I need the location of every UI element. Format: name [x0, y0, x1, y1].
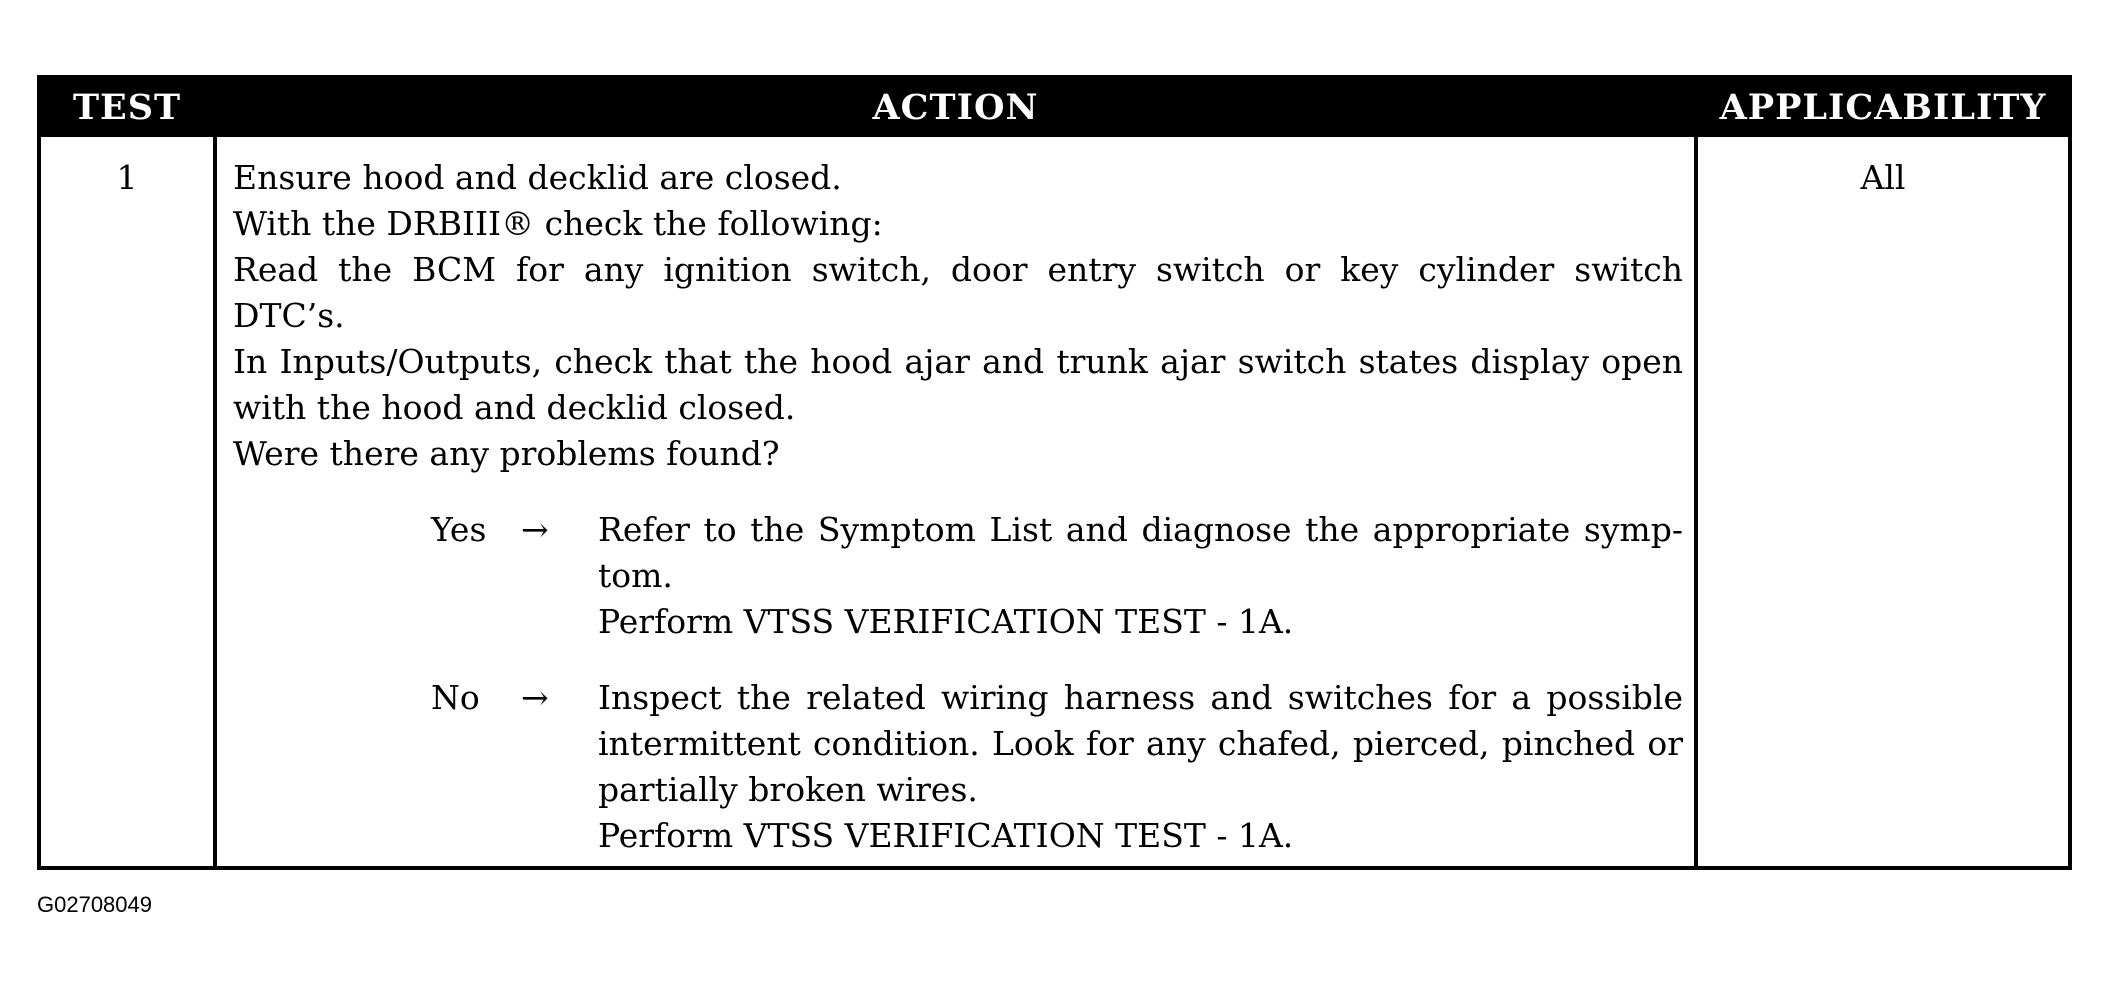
- option-yes-line: Perform VTSS VERIFICATION TEST - 1A.: [598, 602, 1294, 641]
- option-yes-text: [598, 507, 1683, 645]
- header-test: TEST: [72, 87, 182, 128]
- action-line: Read the BCM for any ignition switch, door entry switch or key cylinder switch: [233, 250, 1683, 289]
- header-applicability: APPLICABILITY: [1719, 87, 2047, 128]
- table-header: [41, 79, 2068, 137]
- column-divider-applicability: [1694, 137, 1698, 866]
- option-no-line: intermittent condition. Look for any chafed, pierced, pinched or: [598, 724, 1683, 763]
- diagnostic-test-table: [37, 75, 2072, 870]
- option-yes-label: Yes: [431, 510, 487, 549]
- action-line: DTC’s.: [233, 296, 345, 335]
- action-cell: [233, 155, 1683, 859]
- figure-caption: G02708049: [37, 892, 152, 917]
- test-number: 1: [116, 158, 138, 197]
- action-line: Ensure hood and decklid are closed.: [233, 158, 842, 197]
- applicability-value: All: [1860, 158, 1906, 197]
- option-no: [233, 675, 1683, 859]
- action-line: With the DRBIII® check the following:: [233, 204, 883, 243]
- action-line: with the hood and decklid closed.: [233, 388, 796, 427]
- header-action: ACTION: [872, 87, 1039, 128]
- option-yes-line: Refer to the Symptom List and diagnose the appropriate symp-: [598, 510, 1683, 549]
- option-no-line: partially broken wires.: [598, 770, 978, 809]
- option-yes-line: tom.: [598, 556, 673, 595]
- column-divider-test: [213, 137, 217, 866]
- option-yes: [233, 507, 1683, 645]
- arrow-right-icon: →: [521, 510, 549, 549]
- option-no-label: No: [431, 678, 480, 717]
- option-no-line: Perform VTSS VERIFICATION TEST - 1A.: [598, 816, 1294, 855]
- action-line: Were there any problems found?: [233, 434, 780, 473]
- arrow-right-icon: →: [521, 678, 549, 717]
- action-line: In Inputs/Outputs, check that the hood ajar and trunk ajar switch states display open: [233, 342, 1683, 381]
- option-no-text: [598, 675, 1683, 859]
- option-no-line: Inspect the related wiring harness and switches for a possible: [598, 678, 1683, 717]
